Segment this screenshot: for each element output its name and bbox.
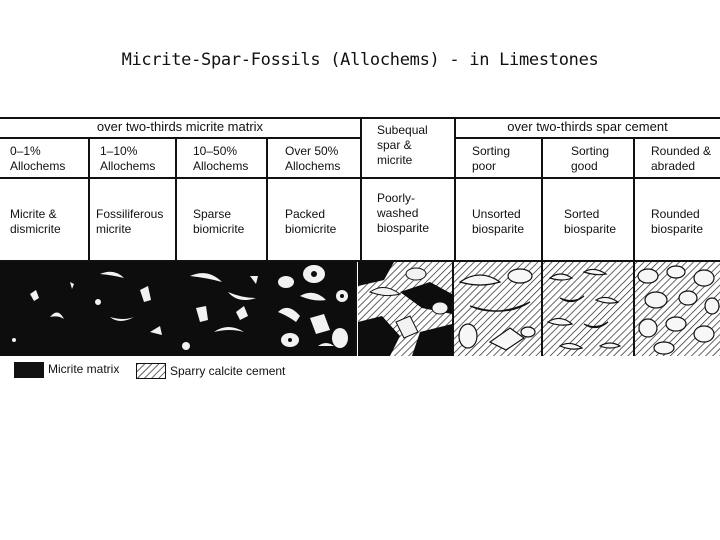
criterion-line: poor [472,159,497,173]
rock-name-line: Packed [285,207,326,221]
criterion-line: Sorting [472,144,511,158]
criterion-line: Allochems [193,159,249,173]
col-divider [541,137,543,261]
texture-sketch-strip [0,262,720,356]
rock-name-line: micrite [96,222,132,236]
col-divider [360,117,362,261]
criterion-line: Rounded & [651,144,712,158]
criterion-line: Over 50% [285,144,339,158]
criterion-line: Allochems [100,159,156,173]
limestone-classification-figure [0,117,720,378]
subequal-group-header [377,123,428,168]
col-divider [88,137,90,261]
rock-name-line: biosparite [651,222,704,236]
rock-name-line: Sorted [564,207,600,221]
criterion-cell [100,144,155,174]
micrite-legend-swatch [14,362,44,378]
rock-name-cell [10,207,61,237]
rock-name-cell [564,207,616,237]
micrite-panels-background [0,262,356,356]
rock-name-cell [377,191,429,236]
criterion-cell [651,144,711,174]
rock-name-line: biomicrite [285,222,337,236]
page-title: Micrite-Spar-Fossils (Allochems) - in Limestones [121,50,599,70]
rock-name-line: biomicrite [193,222,245,236]
rock-name-cell [472,207,524,237]
col-divider [633,137,635,261]
subequal-line-3: micrite [377,153,413,167]
criterion-line: good [571,159,598,173]
rock-name-line: biosparite [472,222,525,236]
rock-name-cell [193,207,244,237]
criterion-line: Sorting [571,144,610,158]
spar-group-header: over two-thirds spar cement [507,119,668,134]
criterion-cell [472,144,510,174]
rock-name-line: Poorly- [377,191,416,205]
spar-header-rule [455,137,720,139]
criterion-line: 0–1% [10,144,41,158]
rock-name-line: Sparse [193,207,232,221]
col-divider [454,117,456,261]
rock-name-line: washed [377,206,419,220]
micrite-group-header: over two-thirds micrite matrix [96,119,264,134]
criterion-cell [10,144,65,174]
spar-legend-swatch [136,363,166,379]
micrite-legend-label: Micrite matrix [48,362,120,376]
criterion-cell [193,144,248,174]
criterion-line: 10–50% [193,144,238,158]
subequal-line-1: Subequal [377,123,428,137]
rock-name-line: dismicrite [10,222,61,236]
rock-name-line: Unsorted [472,207,521,221]
rock-name-line: Micrite & [10,207,57,221]
criterion-line: Allochems [285,159,341,173]
col-divider [266,137,268,261]
criterion-line: abraded [651,159,696,173]
rock-name-cell [285,207,336,237]
rock-name-cell [651,207,703,237]
criterion-cell [285,144,340,174]
micrite-header-rule [0,137,360,139]
rock-name-line: biosparite [377,221,430,235]
rock-name-line: biosparite [564,222,617,236]
rock-name-line: Rounded [651,207,700,221]
rock-name-cell [96,207,163,237]
subequal-line-2: spar & [377,138,412,152]
rock-name-line: Fossiliferous [96,207,164,221]
spar-legend-label: Sparry calcite cement [170,364,286,378]
criterion-cell [571,144,609,174]
criterion-line: 1–10% [100,144,138,158]
col-divider [175,137,177,261]
criterion-line: Allochems [10,159,66,173]
